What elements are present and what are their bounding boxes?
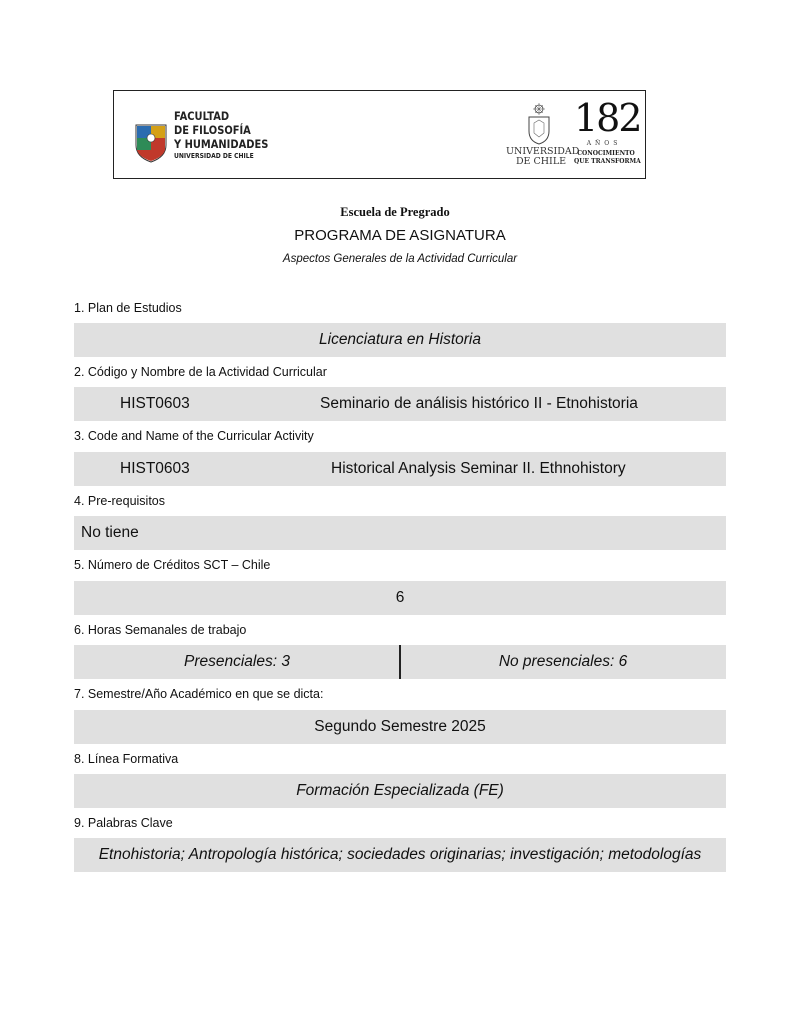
faculty-shield-icon <box>134 121 168 163</box>
code-es-name: Seminario de análisis histórico II - Etnohistoria <box>320 395 638 412</box>
anniversary-tagline-1: CONOCIMIENTO <box>577 150 635 157</box>
faculty-line-3: Y HUMANIDADES <box>174 137 269 151</box>
program-title: PROGRAMA DE ASIGNATURA <box>294 227 506 244</box>
code-en-name: Historical Analysis Seminar II. Ethnohistory <box>331 460 626 477</box>
code-es-label: 2. Código y Nombre de la Actividad Curricular <box>74 365 327 379</box>
keywords-field <box>74 838 726 872</box>
anniversary-logo <box>574 96 644 171</box>
university-line-1: UNIVERSIDAD <box>506 146 580 157</box>
plan-label: 1. Plan de Estudios <box>74 301 182 315</box>
keywords-label: 9. Palabras Clave <box>74 816 173 830</box>
hours-field <box>74 645 726 679</box>
code-es-code: HIST0603 <box>120 395 190 412</box>
hours-non-presential: No presenciales: 6 <box>498 653 628 670</box>
faculty-name <box>174 109 268 161</box>
hours-label: 6. Horas Semanales de trabajo <box>74 623 247 637</box>
prereq-value: No tiene <box>81 524 139 541</box>
faculty-logo <box>134 107 269 167</box>
semester-field <box>74 710 726 744</box>
semester-label: 7. Semestre/Año Académico en que se dicta: <box>74 687 324 701</box>
line-field <box>74 774 726 808</box>
credits-value: 6 <box>395 589 405 606</box>
prereq-field <box>74 516 726 550</box>
line-value: Formación Especializada (FE) <box>296 782 504 799</box>
prereq-label: 4. Pre-requisitos <box>74 494 166 508</box>
line-label: 8. Línea Formativa <box>74 752 179 766</box>
code-en-code: HIST0603 <box>120 460 190 477</box>
anniversary-years-label: AÑOS <box>586 140 622 147</box>
code-es-field <box>74 387 726 421</box>
anniversary-tagline-2: QUE TRANSFORMA <box>574 158 641 165</box>
hours-presential: Presenciales: 3 <box>184 653 290 670</box>
semester-value: Segundo Semestre 2025 <box>314 718 486 735</box>
school-name: Escuela de Pregrado <box>340 205 450 219</box>
university-name <box>506 146 580 167</box>
university-logo <box>506 103 580 171</box>
plan-field <box>74 323 726 357</box>
keywords-value: Etnohistoria; Antropología histórica; sociedades originarias; investigación; metodologías <box>98 846 702 863</box>
code-en-field <box>74 452 726 486</box>
university-crest-icon <box>526 103 552 145</box>
credits-label: 5. Número de Créditos SCT – Chile <box>74 558 271 572</box>
faculty-line-2: DE FILOSOFÍA <box>174 123 251 137</box>
faculty-university: UNIVERSIDAD DE CHILE <box>174 152 254 160</box>
credits-field <box>74 581 726 615</box>
plan-value: Licenciatura en Historia <box>319 331 481 348</box>
faculty-line-1: FACULTAD <box>174 109 230 123</box>
university-line-2: DE CHILE <box>515 156 567 167</box>
header-banner <box>113 90 646 179</box>
program-subtitle: Aspectos Generales de la Actividad Curricular <box>282 253 518 265</box>
anniversary-number: 182 <box>574 96 641 140</box>
code-en-label: 3. Code and Name of the Curricular Activity <box>74 429 314 443</box>
